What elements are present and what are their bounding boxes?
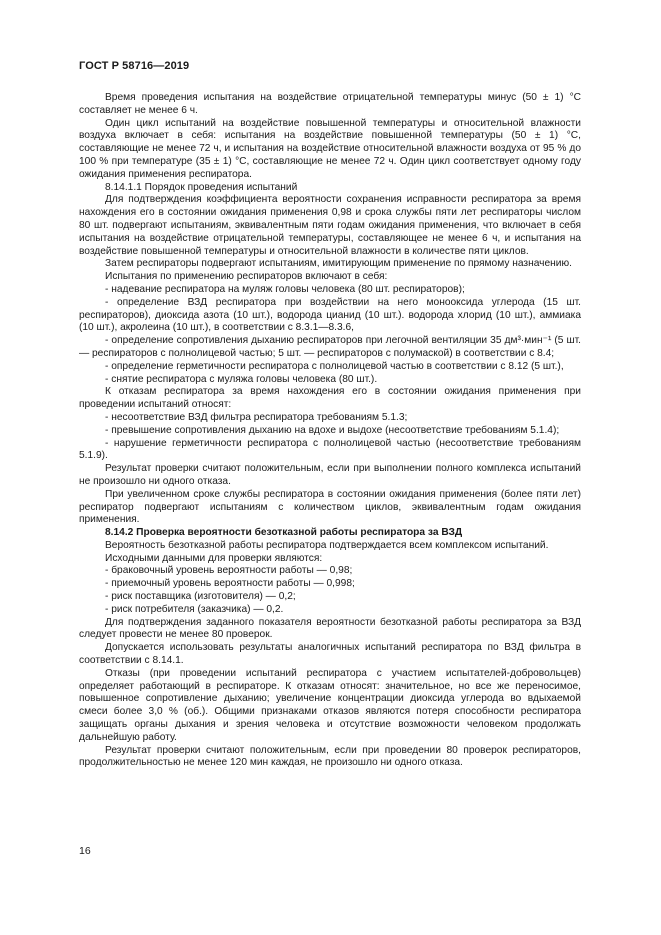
list-item: - браковочный уровень вероятности работы — 0,98; (105, 565, 353, 577)
paragraph: Время проведения испытания на воздействие отрицательной температуры минус (50 ± 1) °С составляет не менее 6 ч. (79, 92, 581, 116)
list-item: - нарушение герметичности респиратора с полнолицевой частью (несоответствие требованиям 5.1.9). (79, 437, 581, 462)
list-item: - риск поставщика (изготовителя) — 0,2; (105, 591, 296, 603)
document-body (79, 92, 581, 770)
paragraph: Один цикл испытаний на воздействие повышенной температуры и относительной влажности воздуха включает в себя: испытания на воздействие повышенной температуры (50 ± 1) °С, составляющие не менее 72 ч, и испытания на воздействие относительной влажности воздуха от 95 % до 100 % при температуре (35 ± 1) °С, составляющие не менее 72 ч. Один цикл соответствует одному году ожидания применения респиратора. (79, 117, 581, 180)
paragraph: Вероятность безотказной работы респиратора подтверждается всем комплексом испытаний. (105, 539, 549, 551)
paragraph: К отказам респиратора за время нахождения его в состоянии ожидания применения при проведении испытаний относят: (79, 386, 581, 411)
list-item: - надевание респиратора на муляж головы человека (80 шт. респираторов); (105, 283, 465, 295)
paragraph: Для подтверждения коэффициента вероятности сохранения исправности респиратора за время нахождения его в состоянии ожидания применения 0,98 и срока службы пяти лет респираторы числом 80 шт. подвергают испытаниям, эквивалентным пяти годам ожидания применения, что включает в себя испытания на воздействие отрицательной температуры, составляющее не менее 6 ч, и испытания на воздействие повышенной температуры и относительной влажности в количестве пяти циклов. (79, 194, 581, 257)
page-number: 16 (79, 845, 91, 857)
paragraph: Исходными данными для проверки являются: (105, 552, 323, 564)
section-heading: 8.14.2 Проверка вероятности безотказной работы респиратора за ВЗД (105, 527, 463, 539)
document-header: ГОСТ Р 58716—2019 (79, 60, 190, 72)
paragraph: Результат проверки считают положительным, если при проведении 80 проверок респираторов, продолжительностью не менее 120 мин каждая, не произошло ни одного отказа. (79, 744, 581, 769)
paragraph: Отказы (при проведении испытаний респиратора с участием испытателей-добровольцев) определяет работающий в респираторе. К отказам относят: значительное, но все же переносимое, повышенное сопротивление дыханию; увеличение концентрации диоксида углерода во вдыхаемой смеси более 3,0 % (об.). Общими признаками отказов являются потеря способности респиратора защищать органы дыхания и зрения человека и отсутствие возможности человеком продолжать дальнейшую работу. (79, 667, 581, 743)
paragraph: Для подтверждения заданного показателя вероятности безотказной работы респиратора за ВЗД следует провести не менее 80 проверок. (79, 616, 581, 641)
list-item: - определение сопротивления дыханию респираторов при легочной вентиляции 35 дм³·мин⁻¹ (5 шт. — респираторов с полнолицевой частью; 5 шт. — респираторов с полумаской) в соответствии с 8.4; (79, 335, 581, 359)
paragraph: Результат проверки считают положительным, если при выполнении полного комплекса испытаний не произошло ни одного отказа. (79, 463, 581, 487)
list-item: - определение ВЗД респиратора при воздействии на него монооксида углерода (15 шт. респираторов), диоксида азота (10 шт.), водорода цианид (10 шт.). водорода хлорид (10 шт.), аммиака (10 шт.), акролеина (10 шт.), в соответствии с 8.3.1—8.3.6, (79, 296, 581, 334)
paragraph: При увеличенном сроке службы респиратора в состоянии ожидания применения (более пяти лет) респиратор подвергают испытаниям с количеством циклов, эквивалентным годам ожидания применения. (79, 488, 581, 526)
paragraph: Затем респираторы подвергают испытаниям, имитирующим применение по прямому назначению. (105, 258, 572, 270)
subsection-title: 8.14.1.1 Порядок проведения испытаний (105, 181, 298, 193)
list-item: - риск потребителя (заказчика) — 0,2. (105, 603, 284, 615)
paragraph: Допускается использовать результаты аналогичных испытаний респиратора по ВЗД фильтра в соответствии с 8.14.1. (79, 642, 581, 667)
list-item: - приемочный уровень вероятности работы — 0,998; (105, 578, 355, 590)
list-item: - несоответствие ВЗД фильтра респиратора требованиям 5.1.3; (105, 411, 408, 423)
list-item: - определение герметичности респиратора с полнолицевой частью в соответствии с 8.12 (5 шт.), (105, 360, 564, 372)
paragraph: Испытания по применению респираторов включают в себя: (105, 271, 388, 283)
list-item: - снятие респиратора с муляжа головы человека (80 шт.). (105, 373, 378, 385)
list-item: - превышение сопротивления дыханию на вдохе и выдохе (несоответствие требованиям 5.1.4); (105, 424, 560, 436)
